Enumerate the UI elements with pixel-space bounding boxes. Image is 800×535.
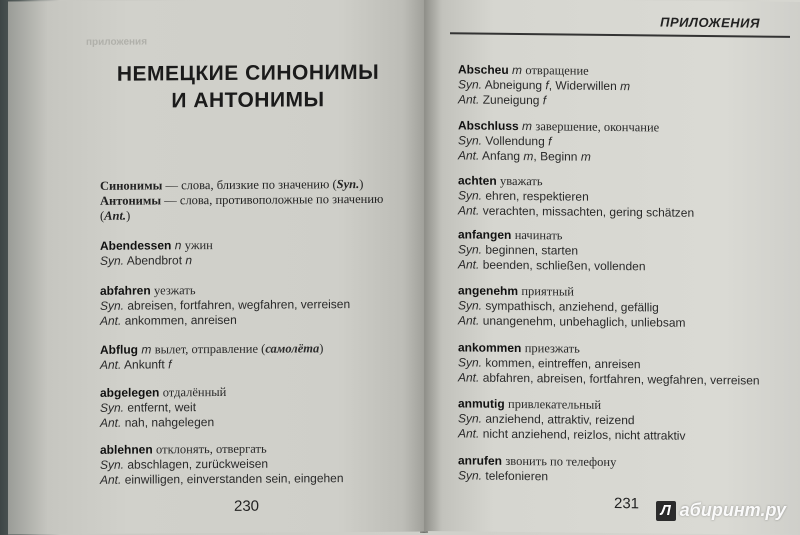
antonym-abbr: Ant. (104, 208, 127, 223)
header-rule (450, 32, 790, 38)
antonyms: einwilligen, einverstanden sein, eingehen (124, 471, 344, 487)
synonyms: abschlagen, zurückweisen (127, 456, 269, 472)
running-head-ghost: приложения (86, 36, 148, 48)
antonyms: nah, nahgelegen (124, 415, 215, 430)
gender-marker: n (185, 253, 193, 268)
watermark (656, 500, 786, 521)
dictionary-entry (458, 340, 798, 389)
ant-label: Ant. (100, 313, 122, 328)
gender-marker: n (174, 238, 182, 253)
translation: звонить по телефону (505, 453, 617, 470)
headword: achten (458, 173, 497, 188)
left-page (8, 0, 426, 534)
gender-marker: m (580, 149, 591, 164)
antonyms: Zuneigung (482, 92, 540, 108)
ant-label: Ant. (100, 472, 122, 487)
title-line-1: НЕМЕЦКИЕ СИНОНИМЫ (116, 60, 380, 86)
headword: Abschluss (458, 118, 519, 134)
antonyms: ankommen, anreisen (124, 312, 237, 328)
syn-label: Syn. (458, 411, 483, 426)
ant-label: Ant. (458, 426, 480, 441)
page-number: 231 (614, 495, 640, 513)
headword: abfahren (100, 283, 151, 298)
syn-label: Syn. (100, 298, 125, 313)
gender-marker: f (545, 78, 549, 93)
ant-label: Ant. (100, 415, 122, 430)
watermark-text: абиринт.ру (679, 500, 786, 520)
translation-text: вылет, отправление ( (154, 341, 266, 357)
synonyms: Abneigung (484, 77, 543, 93)
syn-label: Syn. (458, 355, 483, 370)
synonyms: Vollendung (485, 133, 545, 149)
intro-definitions (100, 177, 410, 224)
syn-label: Syn. (100, 400, 125, 415)
syn-label: Syn. (100, 253, 125, 268)
synonyms: ehren, respektieren (485, 188, 589, 204)
antonyms-rest: , Beginn (533, 149, 578, 164)
antonym-term: Антонимы (100, 193, 162, 208)
synonyms: abreisen, fortfahren, wegfahren, verreisen (127, 297, 351, 313)
headword: anmutig (458, 396, 505, 411)
gender-marker: m (512, 62, 523, 78)
syn-label: Syn. (458, 77, 483, 92)
synonyms: Abendbrot (126, 253, 183, 268)
synonym-term: Синонимы (100, 178, 163, 193)
translation: привлекательный (508, 396, 602, 412)
headword: anrufen (458, 453, 503, 468)
synonyms: entfernt, weit (127, 400, 197, 415)
page-title (108, 59, 388, 115)
right-page (424, 0, 800, 535)
dictionary-entry (100, 282, 420, 329)
gender-marker: f (548, 134, 552, 149)
dictionary-entry (100, 237, 420, 269)
syn-label: Syn. (458, 298, 483, 313)
translation: начинать (514, 227, 563, 243)
ant-label: Ant. (458, 203, 480, 218)
ant-label: Ant. (100, 357, 122, 372)
synonyms: beginnen, starten (485, 242, 579, 258)
antonyms: unangenehm, unbehaglich, unliebsam (482, 313, 686, 330)
gender-marker: m (523, 149, 534, 164)
ant-label: Ant. (458, 257, 480, 272)
translation: приезжать (524, 341, 580, 356)
ant-label: Ant. (458, 370, 480, 385)
page-number: 230 (234, 497, 260, 515)
translation: ужин (184, 238, 213, 253)
syn-label: Syn. (458, 242, 483, 257)
syn-label: Syn. (458, 133, 483, 148)
antonyms: nicht anziehend, reizlos, nicht attraktiv (482, 426, 686, 443)
antonyms: verachten, missachten, gering schätzen (482, 203, 695, 220)
headword: anfangen (458, 227, 512, 242)
dictionary-entry (458, 396, 798, 445)
running-head: ПРИЛОЖЕНИЯ (660, 14, 760, 31)
headword: angenehm (458, 283, 519, 299)
syn-label: Syn. (458, 468, 483, 483)
headword: Abscheu (458, 62, 509, 77)
ant-label: Ant. (458, 92, 480, 107)
synonyms: kommen, eintreffen, anreisen (485, 355, 641, 372)
dictionary-entry (458, 453, 798, 487)
synonyms: anziehend, attraktiv, reizend (485, 411, 635, 428)
antonym-text: — слова, противоположные по значению ( (100, 191, 384, 223)
dictionary-entry (100, 341, 420, 373)
gender-marker: f (542, 93, 547, 108)
translation-end: ) (319, 341, 324, 356)
translation (155, 341, 324, 356)
dictionary-entry (100, 441, 420, 488)
headword: ankommen (458, 340, 522, 356)
headword: ablehnen (100, 442, 153, 457)
synonym-text: — слова, близкие по значению ( (162, 177, 337, 193)
translation-note: самолёта (265, 341, 320, 356)
translation: уезжать (154, 283, 196, 298)
syn-label: Syn. (100, 457, 125, 472)
ant-label: Ant. (458, 148, 480, 163)
translation: завершение, окончание (535, 119, 660, 135)
translation: приятный (521, 284, 574, 299)
synonym-close: ) (359, 176, 364, 192)
translation: отдалённый (162, 384, 227, 400)
translation: отклонять, отвергать (156, 441, 267, 457)
antonyms: beenden, schließen, vollenden (482, 257, 646, 274)
translation: уважать (500, 173, 543, 189)
antonym-definition (100, 192, 410, 224)
synonyms: telefonieren (485, 468, 549, 484)
synonyms-rest: , Widerwillen (548, 78, 617, 94)
title-line-2: И АНТОНИМЫ (171, 88, 325, 113)
gender-marker: m (141, 342, 152, 357)
gender-marker: f (168, 357, 172, 372)
headword: abgelegen (100, 385, 160, 400)
dictionary-entry (458, 227, 798, 276)
gender-marker: m (522, 119, 533, 134)
antonyms: Anfang (482, 148, 521, 164)
synonym-abbr: Syn. (336, 177, 360, 192)
translation: отвращение (525, 63, 589, 78)
headword: Abendessen (100, 238, 172, 253)
gender-marker: m (620, 79, 631, 94)
dictionary-entry (458, 173, 798, 222)
synonyms: sympathisch, anziehend, gefällig (485, 298, 659, 315)
dictionary-entry (458, 118, 798, 167)
headword: Abflug (100, 342, 138, 357)
watermark-logo-icon: Л (656, 501, 676, 521)
antonyms: abfahren, abreisen, fortfahren, wegfahren, verreisen (482, 370, 760, 388)
antonyms: Ankunft (124, 357, 165, 372)
antonym-close: ) (126, 208, 131, 223)
dictionary-entry (458, 283, 798, 332)
syn-label: Syn. (458, 188, 483, 203)
ant-label: Ant. (458, 313, 480, 328)
dictionary-entry (458, 62, 798, 111)
dictionary-entry (100, 384, 420, 431)
